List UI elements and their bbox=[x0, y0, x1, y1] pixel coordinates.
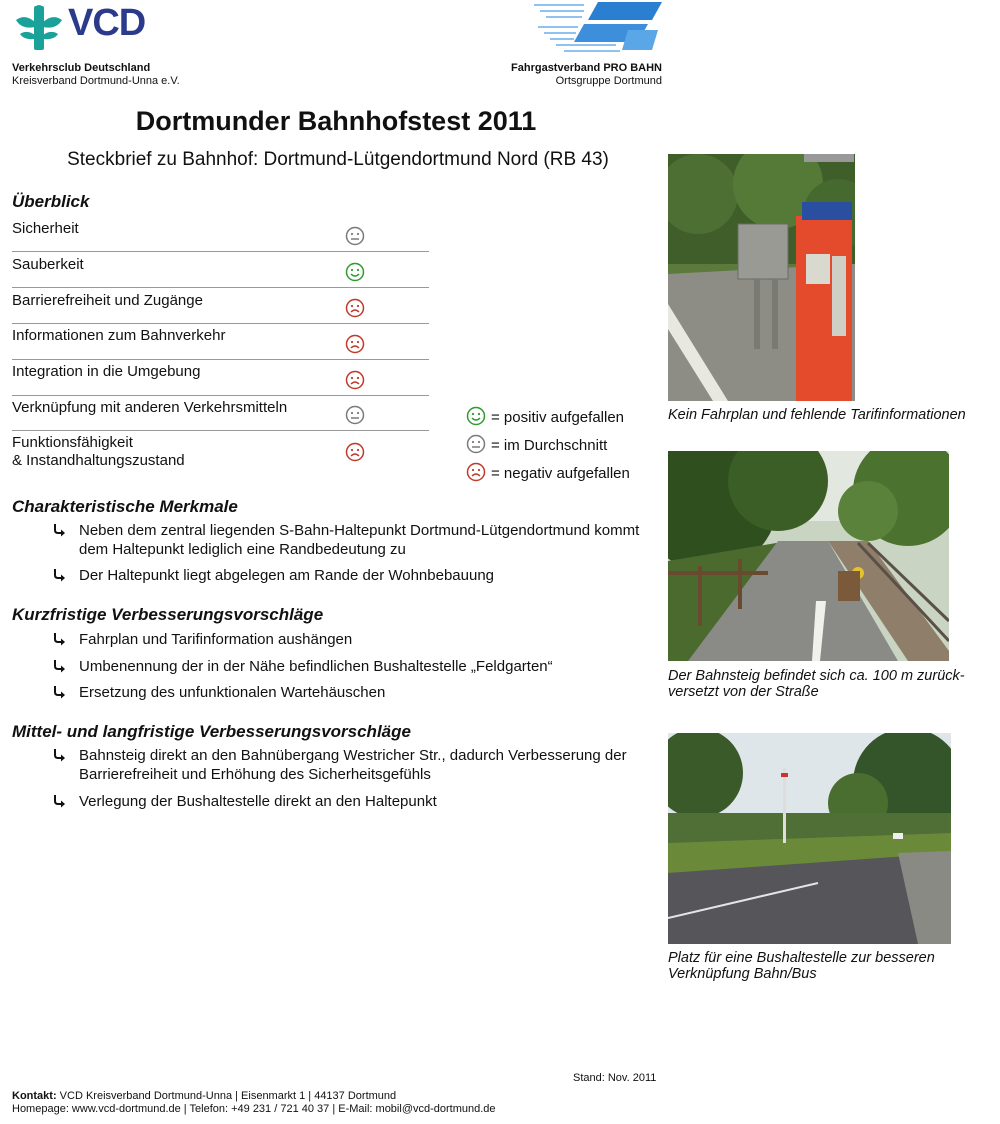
vcd-branch-name: Kreisverband Dortmund-Unna e.V. bbox=[12, 75, 180, 87]
overview-row bbox=[12, 359, 429, 396]
overview-row bbox=[12, 323, 429, 360]
legend-positive-label: = positiv aufgefallen bbox=[491, 409, 625, 426]
page-title: Dortmunder Bahnhofstest 2011 bbox=[135, 106, 537, 136]
probahn-org-name: Fahrgastverband PRO BAHN bbox=[511, 62, 662, 74]
overview-row bbox=[12, 395, 429, 431]
smiley-negative-icon bbox=[466, 462, 486, 482]
overview-row-label bbox=[12, 256, 84, 274]
probahn-emblem-icon bbox=[528, 0, 664, 54]
overview-row bbox=[12, 288, 429, 324]
short-term-item-2: Umbenennung der in der Nähe befindlichen Bushaltestelle „Feldgarten“ bbox=[79, 658, 553, 675]
overview-row-label bbox=[12, 399, 287, 417]
probahn-org-info bbox=[511, 62, 662, 88]
overview-row-label bbox=[12, 363, 200, 381]
overview-label-line: & Instandhaltungszustand bbox=[12, 452, 185, 469]
legend-neutral-label: = im Durchschnitt bbox=[491, 437, 608, 454]
overview-label-line: Sauberkeit bbox=[12, 256, 84, 273]
overview-row-label bbox=[12, 220, 79, 238]
smiley-negative-icon bbox=[345, 298, 365, 318]
bullet-arrow-icon bbox=[52, 566, 68, 582]
smiley-neutral-icon bbox=[466, 434, 486, 454]
overview-row-label bbox=[12, 327, 225, 345]
photo-caption-2: Der Bahnsteig befindet sich ca. 100 m zurück-versetzt von der Straße bbox=[668, 668, 965, 700]
contact-line bbox=[12, 1090, 496, 1103]
overview-label-line: Informationen zum Bahnverkehr bbox=[12, 327, 226, 344]
characteristics-heading: Charakteristische Merkmale bbox=[12, 497, 238, 516]
vcd-org-name: Verkehrsclub Deutschland bbox=[12, 62, 151, 74]
overview-heading: Überblick bbox=[12, 192, 90, 211]
characteristics-item-2: Der Haltepunkt liegt abgelegen am Rande der Wohnbebauung bbox=[79, 567, 495, 584]
photo-platform-path-image bbox=[668, 451, 949, 661]
overview-label-line: Sicherheit bbox=[12, 220, 79, 237]
stand-date: Stand: Nov. 2011 bbox=[573, 1072, 657, 1084]
photo-ticket-machine-image bbox=[668, 154, 855, 401]
smiley-negative-icon bbox=[345, 442, 365, 462]
bullet-arrow-icon bbox=[52, 657, 68, 673]
vcd-logo-text: VCD bbox=[68, 2, 146, 44]
short-term-item-3: Ersetzung des unfunktionalen Wartehäuschen bbox=[79, 684, 386, 701]
smiley-neutral-icon bbox=[345, 405, 365, 425]
overview-row bbox=[12, 430, 429, 476]
photo-caption-1: Kein Fahrplan und fehlende Tarifinformationen bbox=[668, 407, 966, 423]
probahn-logo bbox=[528, 0, 664, 54]
homepage-line: Homepage: www.vcd-dortmund.de | Telefon: +49 231 / 721 40 37 | E-Mail: mobil@vcd-dortmund.de bbox=[12, 1103, 496, 1115]
page-subtitle: Steckbrief zu Bahnhof: Dortmund-Lütgendortmund Nord (RB 43) bbox=[67, 149, 609, 170]
probahn-branch-name: Ortsgruppe Dortmund bbox=[555, 75, 662, 87]
vcd-org-info bbox=[12, 62, 180, 88]
overview-row-label bbox=[12, 292, 203, 310]
photo-level-crossing bbox=[668, 733, 951, 944]
smiley-positive-icon bbox=[345, 262, 365, 282]
photo-platform-path bbox=[668, 451, 949, 661]
overview-row bbox=[12, 252, 429, 288]
overview-label-line: Verknüpfung mit anderen Verkehrsmitteln bbox=[12, 399, 288, 416]
smiley-negative-icon bbox=[345, 334, 365, 354]
vcd-logo bbox=[14, 4, 154, 52]
bullet-arrow-icon bbox=[52, 630, 68, 646]
photo-level-crossing-image bbox=[668, 733, 951, 944]
contact-address: VCD Kreisverband Dortmund-Unna | Eisenmarkt 1 | 44137 Dortmund bbox=[56, 1090, 397, 1102]
overview-label-line: Barrierefreiheit und Zugänge bbox=[12, 292, 203, 309]
short-term-heading: Kurzfristige Verbesserungsvorschläge bbox=[12, 605, 324, 624]
bullet-arrow-icon bbox=[52, 746, 68, 762]
short-term-item-1: Fahrplan und Tarifinformation aushängen bbox=[79, 631, 353, 648]
smiley-neutral-icon bbox=[345, 226, 365, 246]
smiley-positive-icon bbox=[466, 406, 486, 426]
photo-caption-3: Platz für eine Bushaltestelle zur besseren Verknüpfung Bahn/Bus bbox=[668, 950, 935, 982]
overview-label-line: Funktionsfähigkeit bbox=[12, 434, 133, 451]
smiley-negative-icon bbox=[345, 370, 365, 390]
photo-ticket-machine bbox=[668, 154, 855, 401]
contact-label: Kontakt: bbox=[12, 1090, 57, 1102]
overview-row-label bbox=[12, 434, 185, 470]
bullet-arrow-icon bbox=[52, 792, 68, 808]
long-term-heading: Mittel- und langfristige Verbesserungsvorschläge bbox=[12, 722, 411, 741]
characteristics-item-1: Neben dem zentral liegenden S-Bahn-Haltepunkt Dortmund-Lütgendortmund kommt dem Haltepunkt lediglich eine Randbedeutung zu bbox=[79, 522, 640, 558]
bullet-arrow-icon bbox=[52, 521, 68, 537]
long-term-item-1: Bahnsteig direkt an den Bahnübergang Westricher Str., dadurch Verbesserung der Barrierefreiheit und Erhöhung des Sicherheitsgefühls bbox=[79, 747, 627, 783]
bullet-arrow-icon bbox=[52, 683, 68, 699]
long-term-item-2: Verlegung der Bushaltestelle direkt an den Haltepunkt bbox=[79, 793, 437, 810]
overview-row bbox=[12, 216, 429, 252]
contact-info bbox=[12, 1090, 496, 1116]
overview-label-line: Integration in die Umgebung bbox=[12, 363, 201, 380]
legend-negative-label: = negativ aufgefallen bbox=[491, 465, 630, 482]
